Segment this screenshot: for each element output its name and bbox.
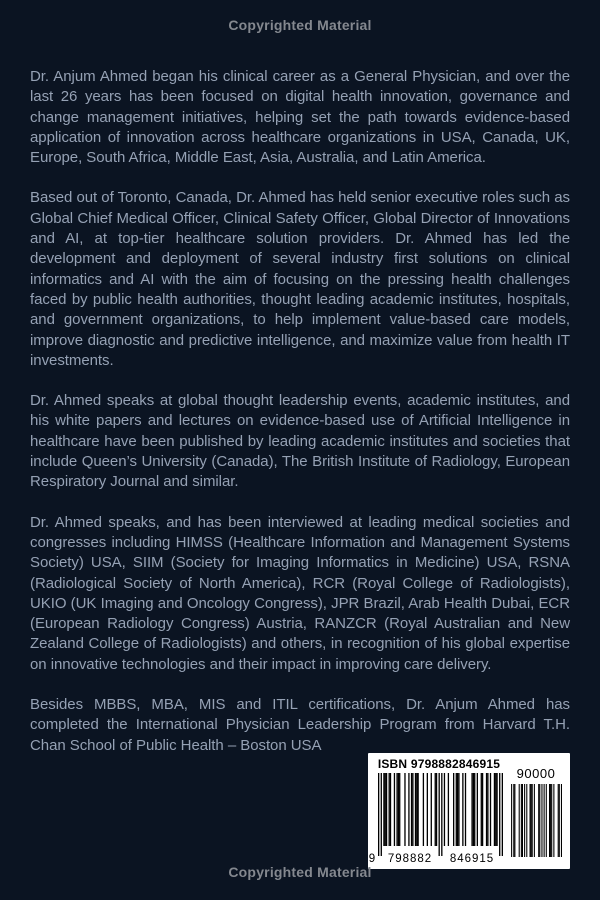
copyright-notice-bottom: Copyrighted Material xyxy=(228,864,372,880)
bio-paragraph-career: Dr. Anjum Ahmed began his clinical career as a General Physician, and over the last 26 years has been focused on digital health innovation, governance and change management initiatives, helping set the path towards evidence-based application of innovation across healthcare organizations in USA, Canada, UK, Europe, South Africa, Middle East, Asia, Australia, and Latin America. xyxy=(30,68,570,167)
barcode-digits-group1: 798882 xyxy=(387,853,433,865)
ean13-barcode xyxy=(378,773,503,857)
isbn-label: ISBN 9798882846915 xyxy=(377,757,501,771)
ean5-supplement-barcode xyxy=(510,784,562,857)
barcode-digit-leading: 9 xyxy=(368,853,376,865)
author-bio xyxy=(30,67,570,776)
bio-paragraph-societies: Dr. Ahmed speaks, and has been interviewed at leading medical societies and congresses including HIMSS (Healthcare Information and Management Systems Society) USA, SIIM (Society for Imaging Informatics in Medicine) USA, RSNA (Radiological Society of North America), RCR (Royal College of Radiologists), UKIO (UK Imaging and Oncology Congress), JPR Brazil, Arab Health Dubai, ECR (European Radiology Congress) Austria, RANZCR (Royal Australian and New Zealand College of Radiologists) and others, in recognition of his global expertise on innovative technologies and their impact in improving care delivery. xyxy=(30,513,570,673)
barcode-box xyxy=(368,753,570,869)
bio-paragraph-roles: Based out of Toronto, Canada, Dr. Ahmed has held senior executive roles such as Global Chief Medical Officer, Clinical Safety Officer, Global Director of Innovations and AI, at top-tier healthcare solution providers. Dr. Ahmed has led the development and deployment of several industry first solutions on clinical informatics and AI with the aim of focusing on the pressing health challenges faced by public health authorities, thought leading academic institutes, hospitals, and government organizations, to help implement value-based care models, improve diagnostic and predictive intelligence, and maximize value from health IT investments. xyxy=(30,189,570,369)
bio-paragraph-certifications: Besides MBBS, MBA, MIS and ITIL certifications, Dr. Anjum Ahmed has completed the International Physician Leadership Program from Harvard T.H. Chan School of Public Health – Boston USA xyxy=(30,696,570,754)
copyright-notice-top: Copyrighted Material xyxy=(228,17,372,33)
bio-paragraph-publications: Dr. Ahmed speaks at global thought leadership events, academic institutes, and his white papers and lectures on evidence-based use of Artificial Intelligence in healthcare have been published by leading academic institutes and societies that include Queen’s University (Canada), The British Institute of Radiology, European Respiratory Journal and similar. xyxy=(30,392,570,491)
supplement-price-code: 90000 xyxy=(516,766,556,781)
barcode-digits-group2: 846915 xyxy=(449,853,495,865)
